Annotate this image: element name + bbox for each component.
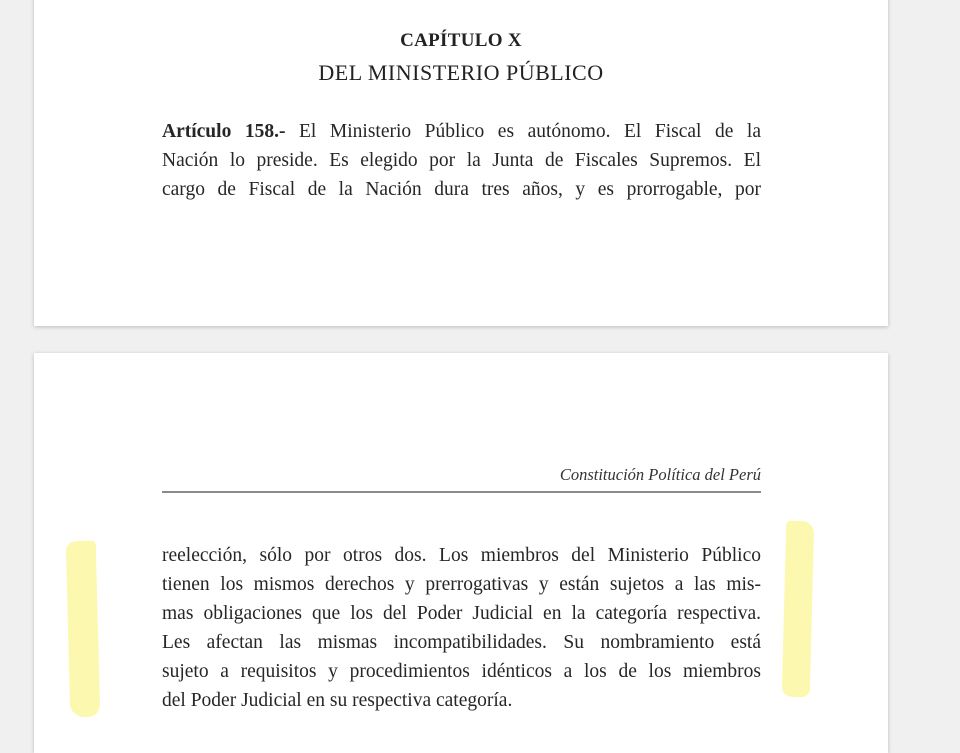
header-rule xyxy=(162,491,761,493)
document-page-1 xyxy=(34,0,888,326)
article-line-2: Nación lo preside. Es elegido por la Junta de Fiscales Supremos. El xyxy=(162,150,761,171)
right-highlight-mark xyxy=(782,521,815,698)
continuation-line-4: Les afectan las mismas incompatibilidades. Su nombramiento está xyxy=(162,632,761,653)
continuation-line-5: sujeto a requisitos y procedimientos idénticos a los de los miembros xyxy=(162,661,761,682)
article-158-continuation xyxy=(162,541,761,715)
continuation-line-1: reelección, sólo por otros dos. Los miembros del Ministerio Público xyxy=(162,545,761,566)
running-header: Constitución Política del Perú xyxy=(559,465,761,484)
continuation-line-6: del Poder Judicial en su respectiva categoría. xyxy=(162,690,513,711)
document-page-2 xyxy=(34,353,888,753)
continuation-line-3: mas obligaciones que los del Poder Judicial en la categoría respectiva. xyxy=(162,603,761,624)
chapter-number: CAPÍTULO X xyxy=(400,30,522,51)
article-label: Artículo 158.- xyxy=(162,121,286,142)
left-highlight-mark xyxy=(66,541,101,718)
article-158-paragraph xyxy=(162,117,761,204)
article-line-3: cargo de Fiscal de la Nación dura tres años, y es prorrogable, por xyxy=(162,179,761,200)
continuation-line-2: tienen los mismos derechos y prerrogativas y están sujetos a las mis- xyxy=(162,574,761,595)
article-line-1: Artículo 158.- El Ministerio Público es autónomo. El Fiscal de la xyxy=(162,121,761,142)
chapter-title: DEL MINISTERIO PÚBLICO xyxy=(318,60,604,85)
